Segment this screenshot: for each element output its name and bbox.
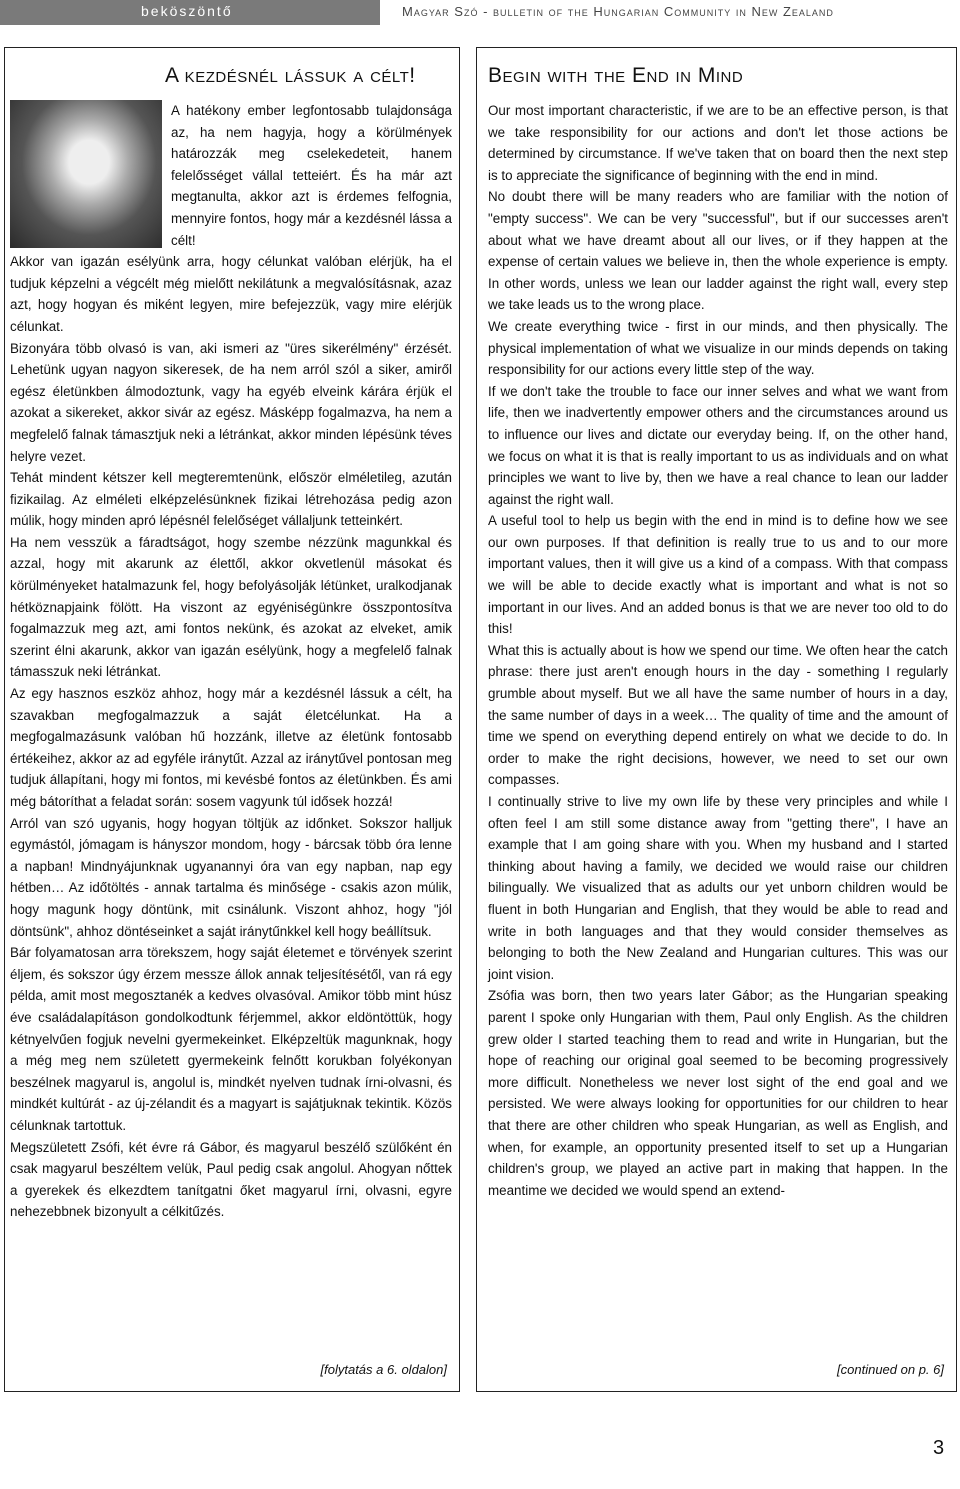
paragraph: Akkor van igazán esélyünk arra, hogy célunkat valóban elérjük, ha el tudjuk képzelni a végcélt még mielőtt nekilátunk a megvalósításnak, azaz azt, hogy hogyan és miként legyen, mire befejezzük, vagy mire elérjük célunkat.	[10, 254, 452, 334]
section-label: beköszöntő	[141, 3, 233, 19]
article-body-hu	[10, 100, 452, 1223]
page-number: 3	[933, 1437, 945, 1459]
paragraph: Zsófia was born, then two years later Gábor; as the Hungarian speaking parent I spoke only Hungarian with them, Paul only English. As the children grew older I started teaching them to read and write in Hungarian, but the hope of reaching our original goal seemed to be becoming progressively more difficult. Nonetheless we never lost sight of the end goal and we persisted. We were always looking for opportunities for our children to hear that there are other children who speak Hungarian, as well as English, and when, for example, an opportunity presented itself to set up a Hungarian children's group, we played an active part in making that happen. In the meantime we decided we would spend an extend-	[488, 988, 948, 1198]
paragraph: A useful tool to help us begin with the end in mind is to define how we see our own purposes. If that definition is really true to us and to our more important values, then it will give us a kind of a compass. With that compass we will be able to decide exactly what is important and what is not so important in our lives. And an added bonus is that we are never too old to do this!	[488, 513, 948, 637]
article-title-hu: A kezdésnél lássuk a célt!	[165, 64, 416, 87]
paragraph: Bizonyára több olvasó is van, aki ismeri az "üres sikerélmény" érzését. Lehetünk ugyan nagyon sikeresek, de ha nem arról szól a siker, amiről egész életünkben álmodoztunk, vagy ha egyéb elveink kárára érjük el azokat a sikereket, akkor sivár az egész. Másképp fogalmazva, ha nem a megfelelő falnak támasztjuk neki a létránkat, akkor minden lépésünk téves helyre vezet.	[10, 340, 452, 464]
paragraph: Tehát mindent kétszer kell megteremtenünk, először elméletileg, azután fizikailag. Az elméleti elképzelésünknek fizikai létrehozása pedig azon múlik, hogy minden apró lépésnél felelőséget vállaljunk tetteinkért.	[10, 470, 452, 529]
paragraph: No doubt there will be many readers who are familiar with the notion of "empty success". We can be very "successful", but if our successes aren't about what we have dreamt about all our lives, or if they happen at the expense of certain values we believe in, then the whole experience is empty. In other words, unless we lean our ladder against the right wall, every step we take leads us to the wrong place.	[488, 189, 948, 313]
paragraph: We create everything twice - first in our minds, and then physically. The physical implementation of what we visualize in our minds depends on taking responsibility for our actions every little step of the way.	[488, 318, 948, 378]
article-title-en: Begin with the End in Mind	[488, 64, 744, 87]
continued-note-en: [continued on p. 6]	[837, 1362, 944, 1377]
paragraph: Az egy hasznos eszköz ahhoz, hogy már a kezdésnél lássuk a célt, ha szavakban megfogalmazzuk a saját életcélunkat. Ha a megfogalmazásunk valóban hű hozzánk, illetve az életünk fontosabb értékeihez, akkor az ad egyféle iránytűt. Azzal az iránytűvel pontosan meg tudjuk állapítani, hogy mi fontos, mi kevésbé fontos az életünkben. És ami még bátoríthat a feladat során: sosem vagyunk túl idősek hozzá!	[10, 686, 452, 809]
english-article	[476, 47, 957, 1392]
page-header	[0, 0, 960, 25]
paragraph: Arról van szó ugyanis, hogy hogyan töltjük az időnket. Sokszor halljuk egymástól, jómagam is hányszor mondom, hogy - bárcsak több óra lenne a napban! Mindnyájunknak ugyanannyi óra van egy napban, nap egy hétben… Az időtöltés - annak tartalma és minősége - csakis azon múlik, hogy magunk hogy döntünk, mit csinálunk. Viszont ahhoz, hogy "jól döntsünk", ahhoz döntéseinket a saját iránytűnkkel kell hogy beállítsuk.	[10, 815, 452, 939]
paragraph: Bár folyamatosan arra törekszem, hogy saját életemet e törvények szerint éljem, és sokszor úgy érzem messze állok annak teljesítésétől, van rá egy példa, amit most megosztanék a kedves olvasóval. Amikor több mint húsz éve családalapításon gondolkodtunk férjemmel, akkor eldöntöttük, hogy kétnyelvűen fogjuk nevelni gyermekeinket. Elképzeltük magunknak, hogy a még meg nem született gyermekeink felnőtt korukban folyékonyan beszélnek magyarul is, angolul is, mindkét nyelven tudnak írni-olvasni, és mindkét kultúrát - az új-zélandit és a magyart is sajátjuknak tekintik. Közös célunknak tartottuk.	[10, 945, 452, 1133]
section-tab	[0, 0, 380, 25]
continued-note-hu: [folytatás a 6. oldalon]	[320, 1362, 447, 1377]
paragraph: Ha nem vesszük a fáradtságot, hogy szembe nézzünk magunkkal és azzal, hogy mit akarunk az élettől, akkor okvetlenül másokat és körülményeket hatalmazunk fel, hogy befolyásolják létünket, uralkodjanak hétköznapjaink fölött. Ha viszont az egyéniségünkre összpontosítva fogalmazzuk meg azt, ami fontos nekünk, és azokat az elveket, amik szerint élni akarunk, akkor van igazán esélyünk, hogy a megfelelő falnak támasszuk neki létránkat.	[10, 534, 452, 680]
hungarian-article	[4, 47, 460, 1392]
article-body-en	[488, 100, 948, 1201]
author-photo	[10, 100, 162, 248]
paragraph: Megszületett Zsófi, két évre rá Gábor, és magyarul beszélő szülőként én csak magyarul beszéltem velük, Paul pedig csak angolul. Ahogyan nőttek a gyerekek és elkezdtem tanítgatni őket magyarul írni, olvasni, egyre nehezebbnek bizonyult a célkitűzés.	[10, 1139, 452, 1220]
bulletin-title: Magyar Szó - bulletin of the Hungarian Community in New Zealand	[402, 4, 834, 19]
paragraph: I continually strive to live my own life by these very principles and while I often feel I am still some distance away from "getting there", I have an example that I am going share with you. When my husband and I started thinking about having a family, we decided we would raise our children bilingually. We visualized that as adults our yet unborn children would be fluent in both Hungarian and English, that they would be able to read and write in both languages and that they would consider themselves as belonging to both the New Zealand and Hungarian cultures. This was our joint vision.	[488, 794, 948, 982]
paragraph: Our most important characteristic, if we are to be an effective person, is that we take responsibility for our actions and don't let those actions be determined by circumstance. If we've taken that on board then the next step is to appreciate the significance of beginning with the end in mind.	[488, 103, 948, 183]
paragraph: A hatékony ember legfontosabb tulajdonsága az, ha nem hagyja, hogy a körülmények határozzák meg cselekedeteit, hanem felelősséget vállal tetteiért. És ha már azt megtanulta, akkor azt is érdemes felfognia, mennyire fontos, hogy már a kezdésnél lássa a célt!	[171, 103, 452, 248]
paragraph: What this is actually about is how we spend our time. We often hear the catch phrase: there just aren't enough hours in the day - something I regularly grumble about myself. But we all have the same number of hours in a day, the same number of days in a week… The quality of time and the amount of time we spend on everything depend entirely on what we decide to do. In order to make the right decisions, however, we need to set our own compasses.	[488, 642, 948, 788]
paragraph: If we don't take the trouble to face our inner selves and what we want from life, then we inadvertently empower others and the circumstances around us to influence our lives and dictate our everyday being. If, on the other hand, we focus on what it is that is really important to us as individuals and on what principles we want to live by, then we have a real chance to lean our ladder against the right wall.	[488, 383, 948, 507]
